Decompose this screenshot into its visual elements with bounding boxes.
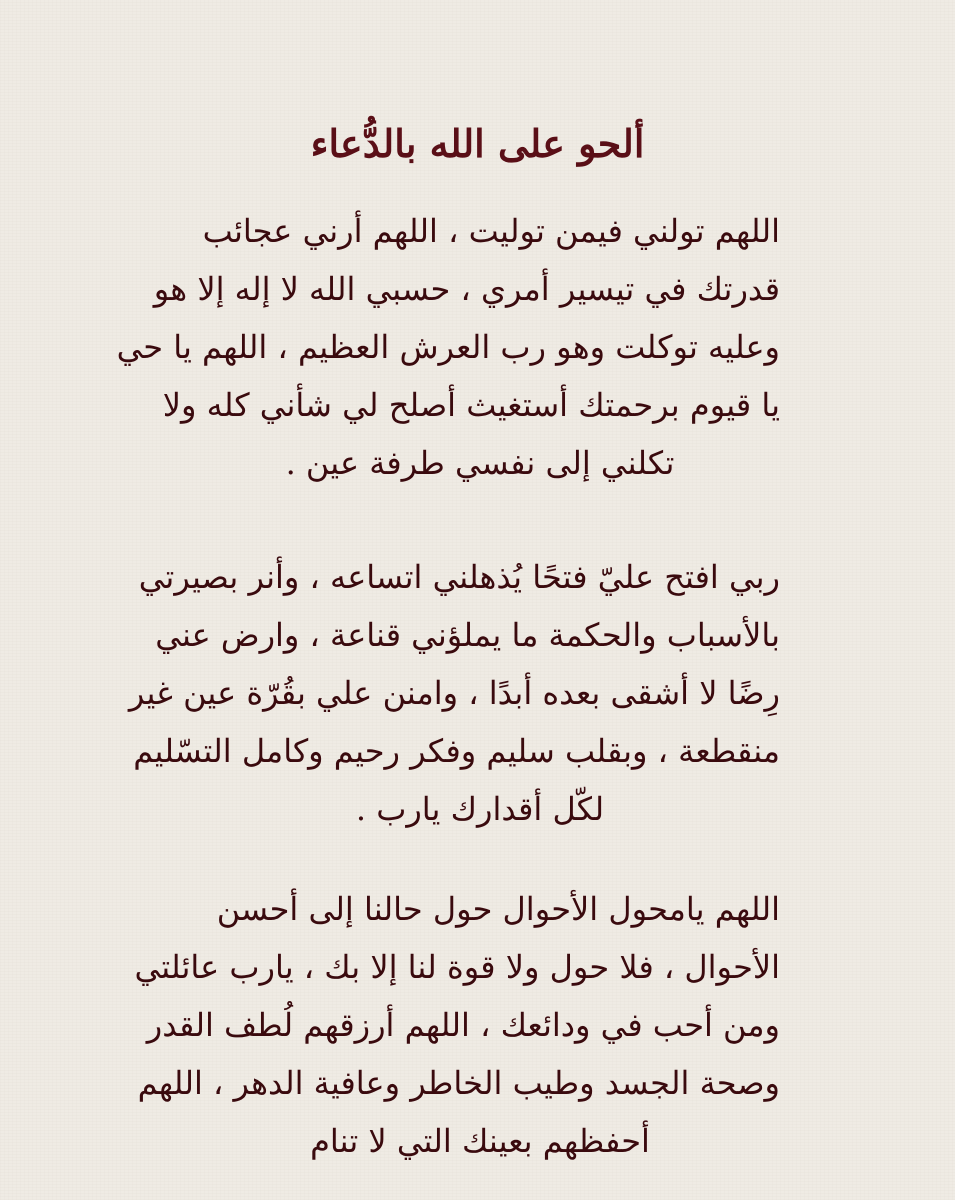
text-line: قدرتك في تيسير أمري ، حسبي الله لا إله إلا هو [153,270,780,308]
text-line: اللهم تولني فيمن توليت ، اللهم أرني عجائب [202,212,780,250]
text-line: رِضًا لا أشقى بعده أبدًا ، وامنن علي بقُرّة عين غير [128,674,780,712]
text-line: تكلني إلى نفسي طرفة عين . [285,444,675,482]
paragraph-1 [116,202,780,492]
text-line: يا قيوم برحمتك أستغيث أصلح لي شأني كله ولا [162,386,780,424]
text-line: ربي افتح عليّ فتحًا يُذهلني اتساعه ، وأنر بصيرتي [138,558,780,596]
text-line: وعليه توكلت وهو رب العرش العظيم ، اللهم يا حي [116,328,780,366]
page-title: ألحو على الله بالدُّعاء [310,121,645,166]
text-line: منقطعة ، وبقلب سليم وفكر رحيم وكامل التسّليم [133,732,780,770]
paragraph-2 [128,548,780,838]
text-line: اللهم يامحول الأحوال حول حالنا إلى أحسن [216,890,780,928]
text-line: أحفظهم بعينك التي لا تنام [310,1122,650,1160]
text-line: وصحة الجسد وطيب الخاطر وعافية الدهر ، اللهم [137,1064,780,1102]
text-line: بالأسباب والحكمة ما يملؤني قناعة ، وارض عني [155,616,780,654]
text-line: لكّل أقدارك يارب . [355,790,605,828]
paragraph-3 [134,880,780,1170]
text-line: ومن أحب في ودائعك ، اللهم أرزقهم لُطف القدر [146,1006,780,1044]
text-line: الأحوال ، فلا حول ولا قوة لنا إلا بك ، يارب عائلتي [134,948,780,986]
